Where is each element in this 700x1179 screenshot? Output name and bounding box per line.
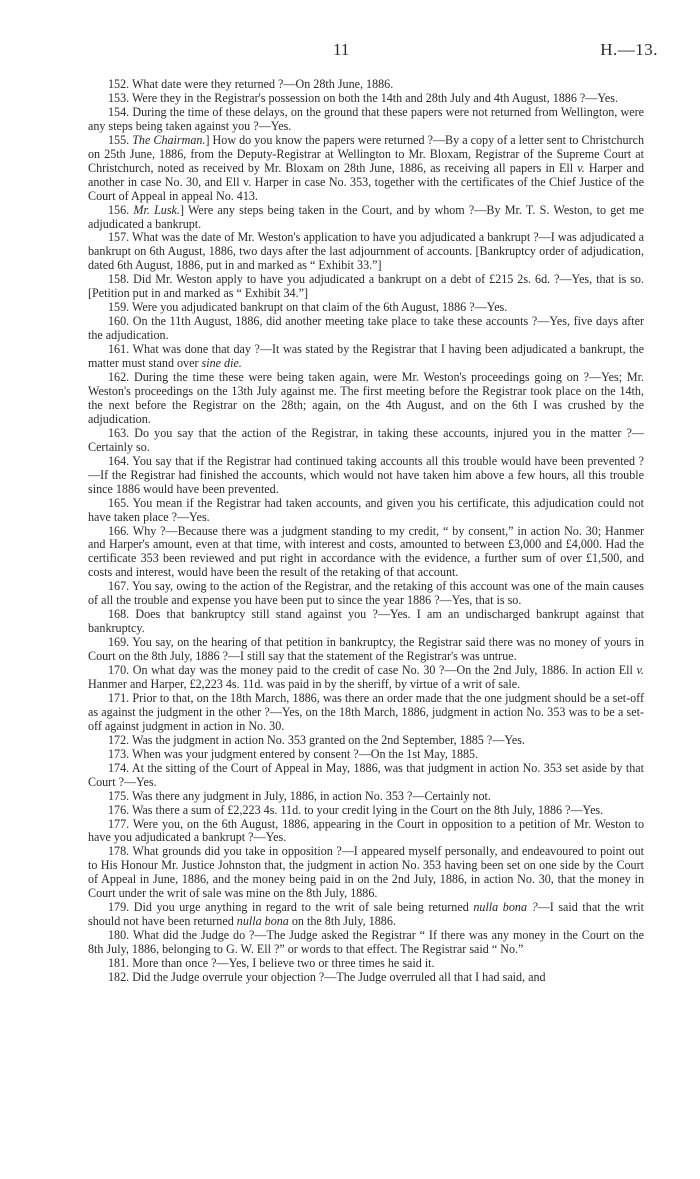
paragraph-text: 170. On what day was the money paid to the credit of case No. 30 ?—On the 2nd July, 1886. In action Ell	[108, 663, 637, 678]
question-paragraph	[88, 734, 644, 748]
paragraph-text: 172. Was the judgment in action No. 353 granted on the 2nd September, 1885 ?—Yes.	[108, 732, 525, 747]
italic-text: v.	[577, 160, 585, 175]
paragraph-text: 167. You say, owing to the action of the Registrar, and the retaking of this account was one of the main causes of all the trouble and expense you have been put to since the year 1886 ?—Yes, that is so.	[88, 579, 644, 608]
question-paragraph	[88, 580, 644, 608]
question-paragraph	[88, 343, 644, 371]
paragraph-text: 164. You say that if the Registrar had continued taking accounts all this trouble would have been prevented ?—If the Registrar had finished the accounts, which would not have taken him above a few hours, all this trouble since 1886 would have been prevented.	[88, 453, 644, 496]
paragraph-text: 182. Did the Judge overrule your objection ?—The Judge overruled all that I had said, and	[108, 970, 546, 984]
question-paragraph	[88, 301, 644, 315]
question-paragraph	[88, 204, 644, 232]
paragraph-text: ] How do you know the papers were returned ?—By a copy of a letter sent to Christchurch on 25th June, 1886, from the Deputy-Registrar at Wellington to Mr. Bloxam, Registrar of the Supreme Court at Christchurch, noted as received by Mr. Bloxam on 28th June, 1886, as receiving all papers in Ell	[88, 132, 644, 175]
question-paragraph	[88, 762, 644, 790]
question-paragraph	[88, 664, 644, 692]
page-header	[0, 40, 700, 64]
question-paragraph	[88, 818, 644, 846]
question-paragraph	[88, 804, 644, 818]
paragraph-text: 155.	[108, 132, 133, 147]
paragraph-text: Harper and another in case No. 30, and Ell v. Harper in case No. 353, together with the certificates of the Chief Justice of the Court of Appeal in appeal No. 413.	[88, 160, 644, 203]
italic-text: v.	[636, 663, 644, 678]
paragraph-text: 180. What did the Judge do ?—The Judge asked the Registrar “ If there was any money in the Court on the 8th July, 1886, belonging to G. W. Ell ?” or words to that effect. The Registrar said “ No.”	[88, 928, 644, 957]
question-paragraph	[88, 971, 644, 985]
question-paragraph	[88, 273, 644, 301]
paragraph-text: 173. When was your judgment entered by consent ?—On the 1st May, 1885.	[108, 746, 479, 761]
question-paragraph	[88, 957, 644, 971]
paragraph-text: 178. What grounds did you take in opposition ?—I appeared myself personally, and endeavoured to point out to His Honour Mr. Justice Johnston that, the judgment in action No. 353 having been set on one side by the Court of Appeal in June, 1886, and the money being paid in on the 2nd July, 1886, in action No. 30, that the money in Court under the writ of sale was mine on the 8th July, 1886.	[88, 844, 644, 901]
paragraph-text: 159. Were you adjudicated bankrupt on that claim of the 6th August, 1886 ?—Yes.	[108, 300, 508, 315]
paragraph-text: 156.	[108, 202, 134, 217]
italic-text: Mr. Lusk.	[133, 202, 180, 217]
paragraph-text: 171. Prior to that, on the 18th March, 1886, was there an order made that the one judgment should be a set-off as against the judgment in the other ?—Yes, on the 18th March, 1886, judgment in action No. 353 was to be a set-off against judgment in action in No. 30.	[88, 690, 644, 733]
italic-text: nulla bona	[236, 914, 289, 929]
question-paragraph	[88, 748, 644, 762]
paragraph-text: 174. At the sitting of the Court of Appeal in May, 1886, was that judgment in action No. 353 set aside by that Court ?—Yes.	[88, 760, 644, 789]
paragraph-text: 161. What was done that day ?—It was stated by the Registrar that I having been adjudicated a bankrupt, the matter must stand over	[88, 342, 644, 371]
question-paragraph	[88, 692, 644, 734]
question-paragraph	[88, 134, 644, 204]
paragraph-text: 152. What date were they returned ?—On 28th June, 1886.	[108, 77, 394, 91]
question-paragraph	[88, 78, 644, 92]
paragraph-text: 181. More than once ?—Yes, I believe two or three times he said it.	[108, 956, 435, 971]
paragraph-text: 153. Were they in the Registrar's possession on both the 14th and 28th July and 4th August, 1886 ?—Yes.	[108, 90, 619, 105]
paragraph-text: 166. Why ?—Because there was a judgment standing to my credit, “ by consent,” in action No. 30; Hanmer and Harper's amount, even at that time, with interest and costs, amounted to between £3,000 and £4,000. Had the certificate 353 been reviewed and put right in accordance with the evidence, a further sum of over £1,500, and costs and interest, would have been the result of the retaking of that account.	[88, 523, 644, 580]
question-paragraph	[88, 525, 644, 581]
paragraph-text: 177. Were you, on the 6th August, 1886, appearing in the Court in opposition to a petition of Mr. Weston to have you adjudicated a bankrupt ?—Yes.	[88, 816, 644, 845]
paragraph-text: 158. Did Mr. Weston apply to have you adjudicated a bankrupt on a debt of £215 2s. 6d. ?—Yes, that is so. [Petition put in and marked as “ Exhibit 34.”]	[88, 272, 644, 301]
question-paragraph	[88, 790, 644, 804]
paragraph-text: 168. Does that bankruptcy still stand against you ?—Yes. I am an undischarged bankrupt against that bankruptcy.	[88, 607, 644, 636]
paragraph-text: 175. Was there any judgment in July, 1886, in action No. 353 ?—Certainly not.	[108, 788, 491, 803]
paragraph-text: 162. During the time these were being taken again, were Mr. Weston's proceedings going on ?—Yes; Mr. Weston's proceedings on the 13th July against me. The first meeting before the Registrar took place on the 14th, the next before the Registrar on the 28th; again, on the 4th August, and on the 6th I was crushed by the adjudication.	[88, 370, 644, 426]
question-paragraph	[88, 427, 644, 455]
question-paragraph	[88, 929, 644, 957]
paragraph-text: Hanmer and Harper, £2,223 4s. 11d. was paid in by the sheriff, by virtue of a writ of sale.	[88, 676, 521, 691]
document-reference: H.—13.	[600, 40, 658, 59]
question-paragraph	[88, 371, 644, 427]
question-paragraph	[88, 608, 644, 636]
question-paragraph	[88, 106, 644, 134]
paragraph-text: ] Were any steps being taken in the Court, and by whom ?—By Mr. T. S. Weston, to get me adjudicated a bankrupt.	[88, 202, 644, 231]
paragraph-text: 163. Do you say that the action of the Registrar, in taking these accounts, injured you in the matter ?—Certainly so.	[88, 425, 644, 454]
paragraph-text: 160. On the 11th August, 1886, did another meeting take place to take these accounts ?—Yes, five days after the adjudication.	[88, 314, 644, 343]
question-paragraph	[88, 92, 644, 106]
paragraph-text: 179. Did you urge anything in regard to the writ of sale being returned	[108, 900, 474, 915]
italic-text: The Chairman.	[132, 132, 206, 147]
question-paragraph	[88, 845, 644, 901]
paragraph-text: —I said that the writ should not have been returned	[88, 900, 644, 929]
question-paragraph	[88, 231, 644, 273]
paragraph-text: on the 8th July, 1886.	[288, 914, 396, 929]
evidence-text	[88, 78, 644, 985]
question-paragraph	[88, 901, 644, 929]
italic-text: sine die.	[201, 356, 242, 371]
paragraph-text: 157. What was the date of Mr. Weston's application to have you adjudicated a bankrupt ?—I was adjudicated a bankrupt on 6th August, 1886, two days after the last adjournment of accounts. [Bankruptcy order of adjudication, dated 6th August, 1886, put in and marked as “ Exhibit 33.”]	[88, 230, 644, 273]
question-paragraph	[88, 455, 644, 497]
italic-text: nulla bona ?	[473, 900, 538, 915]
paragraph-text: 176. Was there a sum of £2,223 4s. 11d. to your credit lying in the Court on the 8th July, 1886 ?—Yes.	[108, 802, 604, 817]
paragraph-text: 154. During the time of these delays, on the ground that these papers were not returned from Wellington, were any steps being taken against you ?—Yes.	[88, 104, 644, 133]
paragraph-text: 169. You say, on the hearing of that petition in bankruptcy, the Registrar said there was no money of yours in Court on the 8th July, 1886 ?—I still say that the statement of the Registrar's was untrue.	[88, 635, 644, 664]
question-paragraph	[88, 636, 644, 664]
question-paragraph	[88, 315, 644, 343]
page-number: 11	[333, 40, 350, 59]
question-paragraph	[88, 497, 644, 525]
paragraph-text: 165. You mean if the Registrar had taken accounts, and given you his certificate, this adjudication could not have taken place ?—Yes.	[88, 495, 644, 524]
